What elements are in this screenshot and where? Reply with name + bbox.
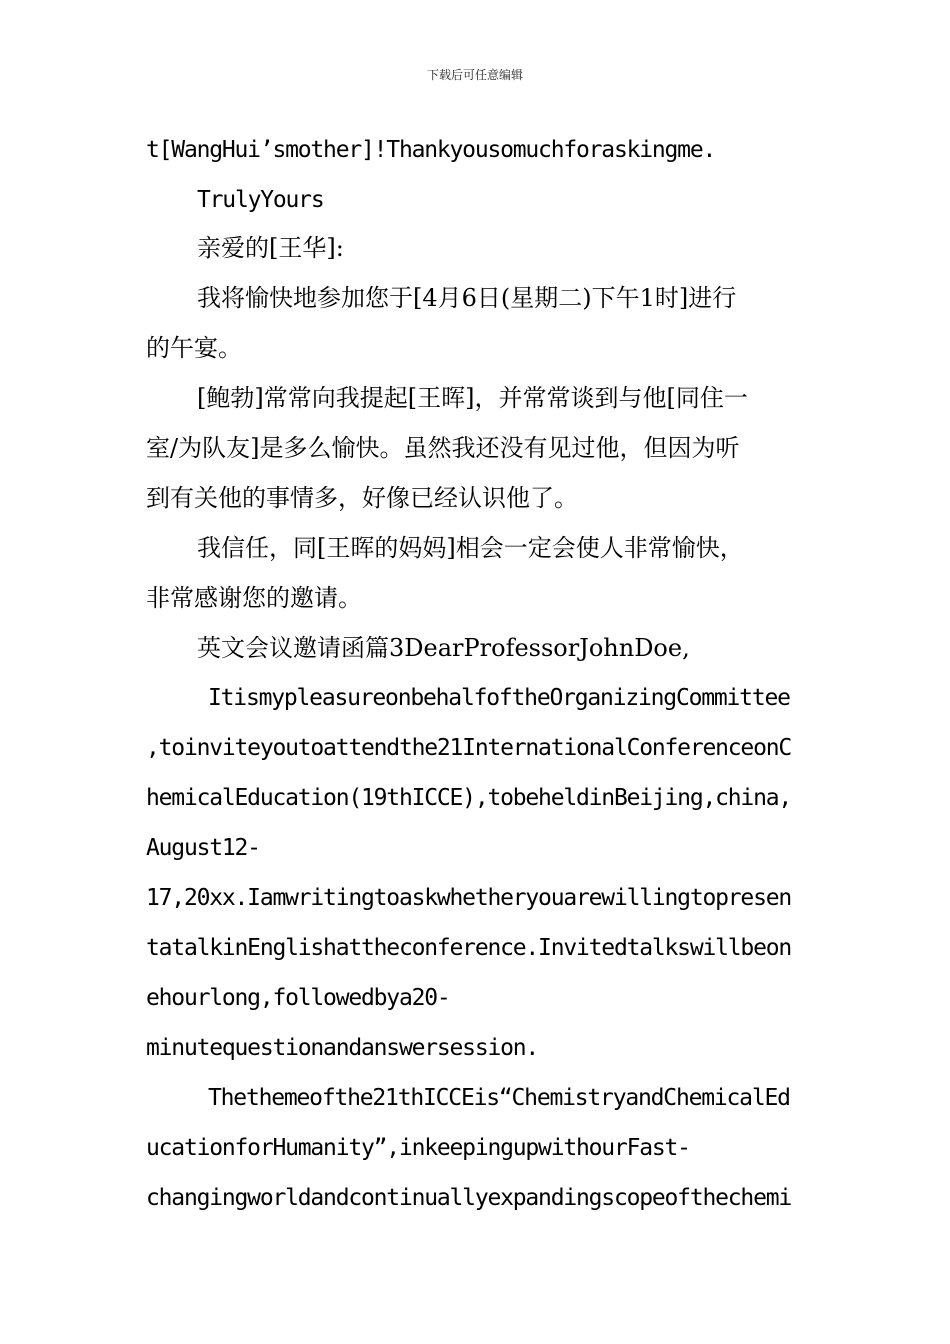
text-line: Thethemeofthe21thICCEis“ChemistryandChemicalEd [208,1085,790,1111]
text-line: 到有关他的事情多，好像已经认识他了。 [146,484,578,512]
text-line: changingworldandcontinuallyexpandingscopeofthechemi [146,1185,792,1211]
text-line: 的午宴。 [146,334,242,362]
text-line: TrulyYours [197,187,324,213]
text-line: 非常感谢您的邀请。 [146,584,362,612]
text-line: 英文会议邀请函篇3DearProfessorJohnDoe, [197,634,690,662]
text-line: ItismypleasureonbehalfoftheOrganizingCommittee [208,685,790,711]
text-line: [鲍勃]常常向我提起[王晖]，并常常谈到与他[同住一 [197,384,748,412]
text-line: minutequestionandanswersession. [146,1035,539,1061]
text-line: 室/为队友]是多么愉快。虽然我还没有见过他，但因为听 [146,434,740,462]
text-line: 我信任，同[王晖的妈妈]相会一定会使人非常愉快， [197,534,744,562]
text-line: t[WangHui’smother]!Thankyousomuchforaskingme. [146,137,716,163]
text-line: ehourlong,followedbya20- [146,985,450,1011]
text-line: 亲爱的[王华]: [197,234,344,262]
text-line: ucationforHumanity”,inkeepingupwithourFast- [146,1135,690,1161]
text-line: tatalkinEnglishattheconference.Invitedtalkswillbeon [146,935,792,961]
page-header: 下载后可任意编辑 [426,68,523,82]
text-line: 17,20xx.Iamwritingtoaskwhetheryouarewillingtopresen [146,885,792,911]
text-line: hemicalEducation(19thICCE),tobeheldinBeijing,china, [146,785,792,811]
text-line: August12- [146,835,260,861]
text-line: ,toinviteyoutoattendthe21InternationalConferenceonC [146,735,792,761]
text-line: 我将愉快地参加您于[4月6日(星期二)下午1时]进行 [197,284,737,312]
